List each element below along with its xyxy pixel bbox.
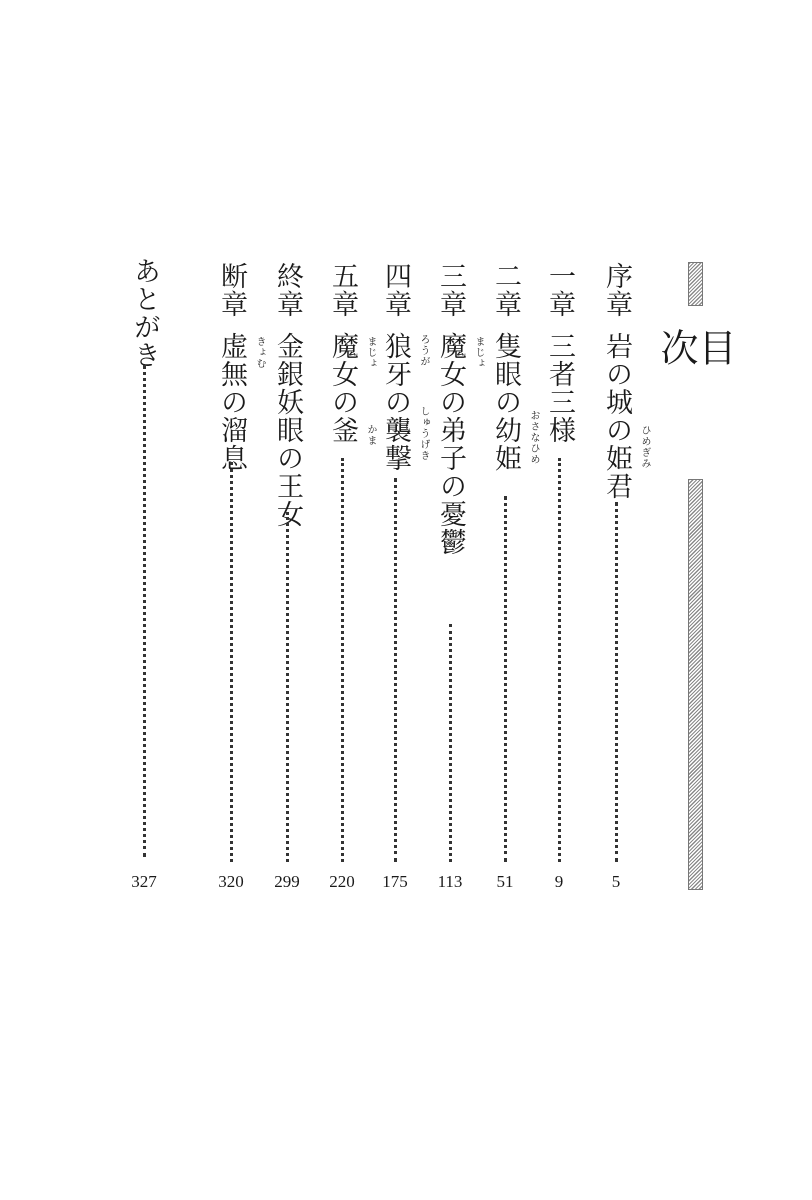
leader-dots bbox=[286, 512, 289, 862]
toc-entry-epilogue[interactable] bbox=[269, 262, 305, 892]
chapter-label: 五章 bbox=[327, 262, 358, 318]
chapter-ruby: ろうが bbox=[418, 334, 429, 367]
page-number: 175 bbox=[382, 872, 408, 891]
toc-entry-prologue[interactable] bbox=[598, 262, 650, 892]
chapter-label: 序章 bbox=[601, 262, 632, 318]
leader-dots bbox=[558, 458, 561, 862]
chapter-label: 三章 bbox=[435, 262, 466, 318]
chapter-title: 虚無の溜息 bbox=[216, 332, 247, 472]
page-number: 9 bbox=[554, 872, 564, 891]
chapter-label: 断章 bbox=[216, 262, 247, 318]
toc-header bbox=[654, 262, 736, 890]
leader-dots bbox=[394, 478, 397, 862]
chapter-title: 隻眼の幼姫 bbox=[490, 332, 521, 472]
leader-dots bbox=[449, 624, 452, 862]
toc-entry-chapter-4[interactable] bbox=[377, 262, 429, 892]
page-number: 220 bbox=[329, 872, 355, 891]
leader-dots bbox=[504, 496, 507, 862]
chapter-title: 三者三様 bbox=[544, 332, 575, 444]
chapter-title: 金銀妖眼の王女 bbox=[272, 332, 303, 528]
toc-title: 目次 bbox=[654, 327, 736, 392]
leader-dots bbox=[143, 365, 146, 857]
toc-entry-fragment[interactable] bbox=[213, 262, 265, 892]
toc-entry-chapter-2[interactable] bbox=[487, 262, 539, 892]
toc-entry-afterword[interactable] bbox=[126, 257, 162, 892]
leader-dots bbox=[230, 462, 233, 862]
chapter-ruby: おさなひめ bbox=[528, 410, 539, 465]
chapter-title: 魔女の弟子の憂鬱 bbox=[435, 332, 466, 556]
toc-entry-chapter-1[interactable] bbox=[541, 262, 577, 892]
chapter-ruby: ひめぎみ bbox=[639, 425, 650, 469]
chapter-label: 終章 bbox=[272, 262, 303, 318]
chapter-title: 魔女の釜 bbox=[327, 332, 358, 444]
chapter-ruby-secondary: しゅうげき bbox=[418, 406, 429, 461]
chapter-ruby-secondary: かま bbox=[365, 424, 376, 446]
toc-entry-chapter-5[interactable] bbox=[324, 262, 376, 892]
chapter-title: 岩の城の姫君 bbox=[601, 332, 632, 500]
page-number: 5 bbox=[611, 872, 621, 891]
toc-entry-chapter-3[interactable] bbox=[432, 262, 484, 892]
page-number: 299 bbox=[274, 872, 300, 891]
chapter-title: 狼牙の襲撃 bbox=[380, 332, 411, 472]
leader-dots bbox=[341, 458, 344, 862]
chapter-label: 一章 bbox=[544, 262, 575, 318]
chapter-ruby: きょむ bbox=[254, 336, 265, 369]
chapter-ruby: まじょ bbox=[473, 336, 484, 369]
chapter-label: 四章 bbox=[380, 262, 411, 318]
page-number: 327 bbox=[131, 872, 157, 891]
hatched-bar-top bbox=[688, 262, 703, 306]
chapter-ruby: まじょ bbox=[365, 336, 376, 369]
chapter-label: 二章 bbox=[490, 262, 521, 318]
leader-dots bbox=[615, 502, 618, 862]
page-number: 113 bbox=[437, 872, 463, 891]
hatched-bar-bottom bbox=[688, 479, 703, 890]
page-number: 51 bbox=[496, 872, 514, 891]
afterword-title: あとがき bbox=[129, 257, 160, 369]
page-number: 320 bbox=[218, 872, 244, 891]
